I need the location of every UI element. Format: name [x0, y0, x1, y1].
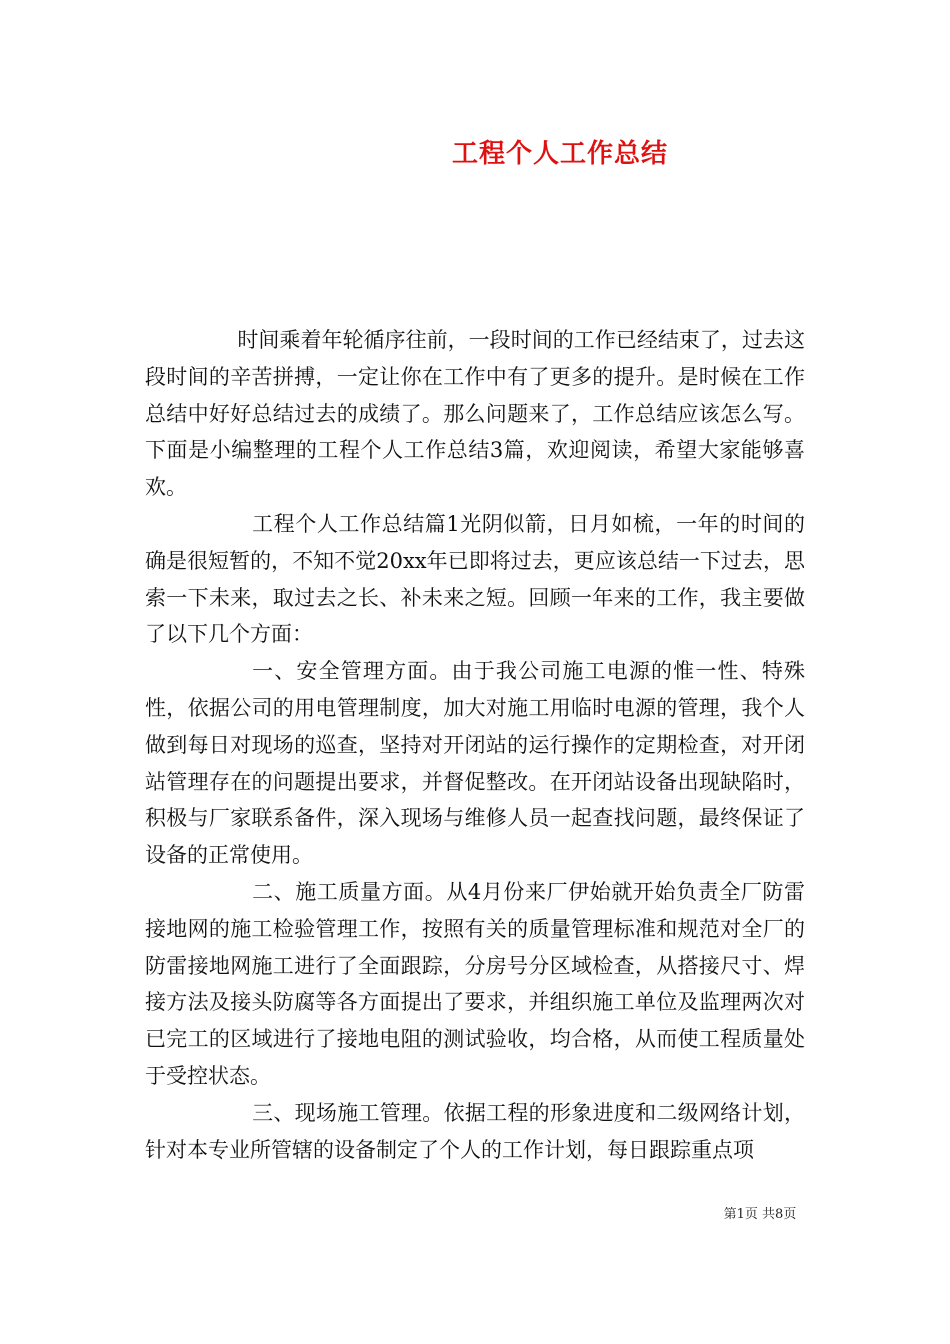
paragraph-site-management: 三、现场施工管理。依据工程的形象进度和二级网络计划，针对本专业所管辖的设备制定了个人的工作计划，每日跟踪重点项	[145, 1100, 805, 1162]
paragraph-safety: 一、安全管理方面。由于我公司施工电源的惟一性、特殊性，依据公司的用电管理制度，加大对施工用临时电源的管理，我个人做到每日对现场的巡查，坚持对开闭站的运行操作的定期检查，对开闭站管理存在的问题提出要求，并督促整改。在开闭站设备出现缺陷时，积极与厂家联系备件，深入现场与维修人员一起查找问题，最终保证了设备的正常使用。	[145, 659, 805, 868]
paragraph-quality: 二、施工质量方面。从4月份来厂伊始就开始负责全厂防雷接地网的施工检验管理工作，按照有关的质量管理标准和规范对全厂的防雷接地网施工进行了全面跟踪，分房号分区域检查，从搭接尺寸、焊接方法及接头防腐等各方面提出了要求，并组织施工单位及监理两次对已完工的区域进行了接地电阻的测试验收，均合格，从而使工程质量处于受控状态。	[145, 879, 805, 1088]
paragraph-intro: 时间乘着年轮循序往前，一段时间的工作已经结束了，过去这段时间的辛苦拼搏，一定让你在工作中有了更多的提升。是时候在工作总结中好好总结过去的成绩了。那么问题来了，工作总结应该怎么写。下面是小编整理的工程个人工作总结3篇，欢迎阅读，希望大家能够喜欢。	[145, 328, 805, 500]
page-number-footer: 第1页 共8页	[723, 1207, 797, 1222]
document-title: 工程个人工作总结	[451, 139, 668, 169]
paragraph-part-1: 工程个人工作总结篇1光阴似箭，日月如梳，一年的时间的确是很短暂的，不知不觉20xx年已即将过去，更应该总结一下过去，思索一下未来，取过去之长、补未来之短。回顾一年来的工作，我主要做了以下几个方面：	[145, 511, 805, 647]
document-body	[145, 322, 805, 1168]
